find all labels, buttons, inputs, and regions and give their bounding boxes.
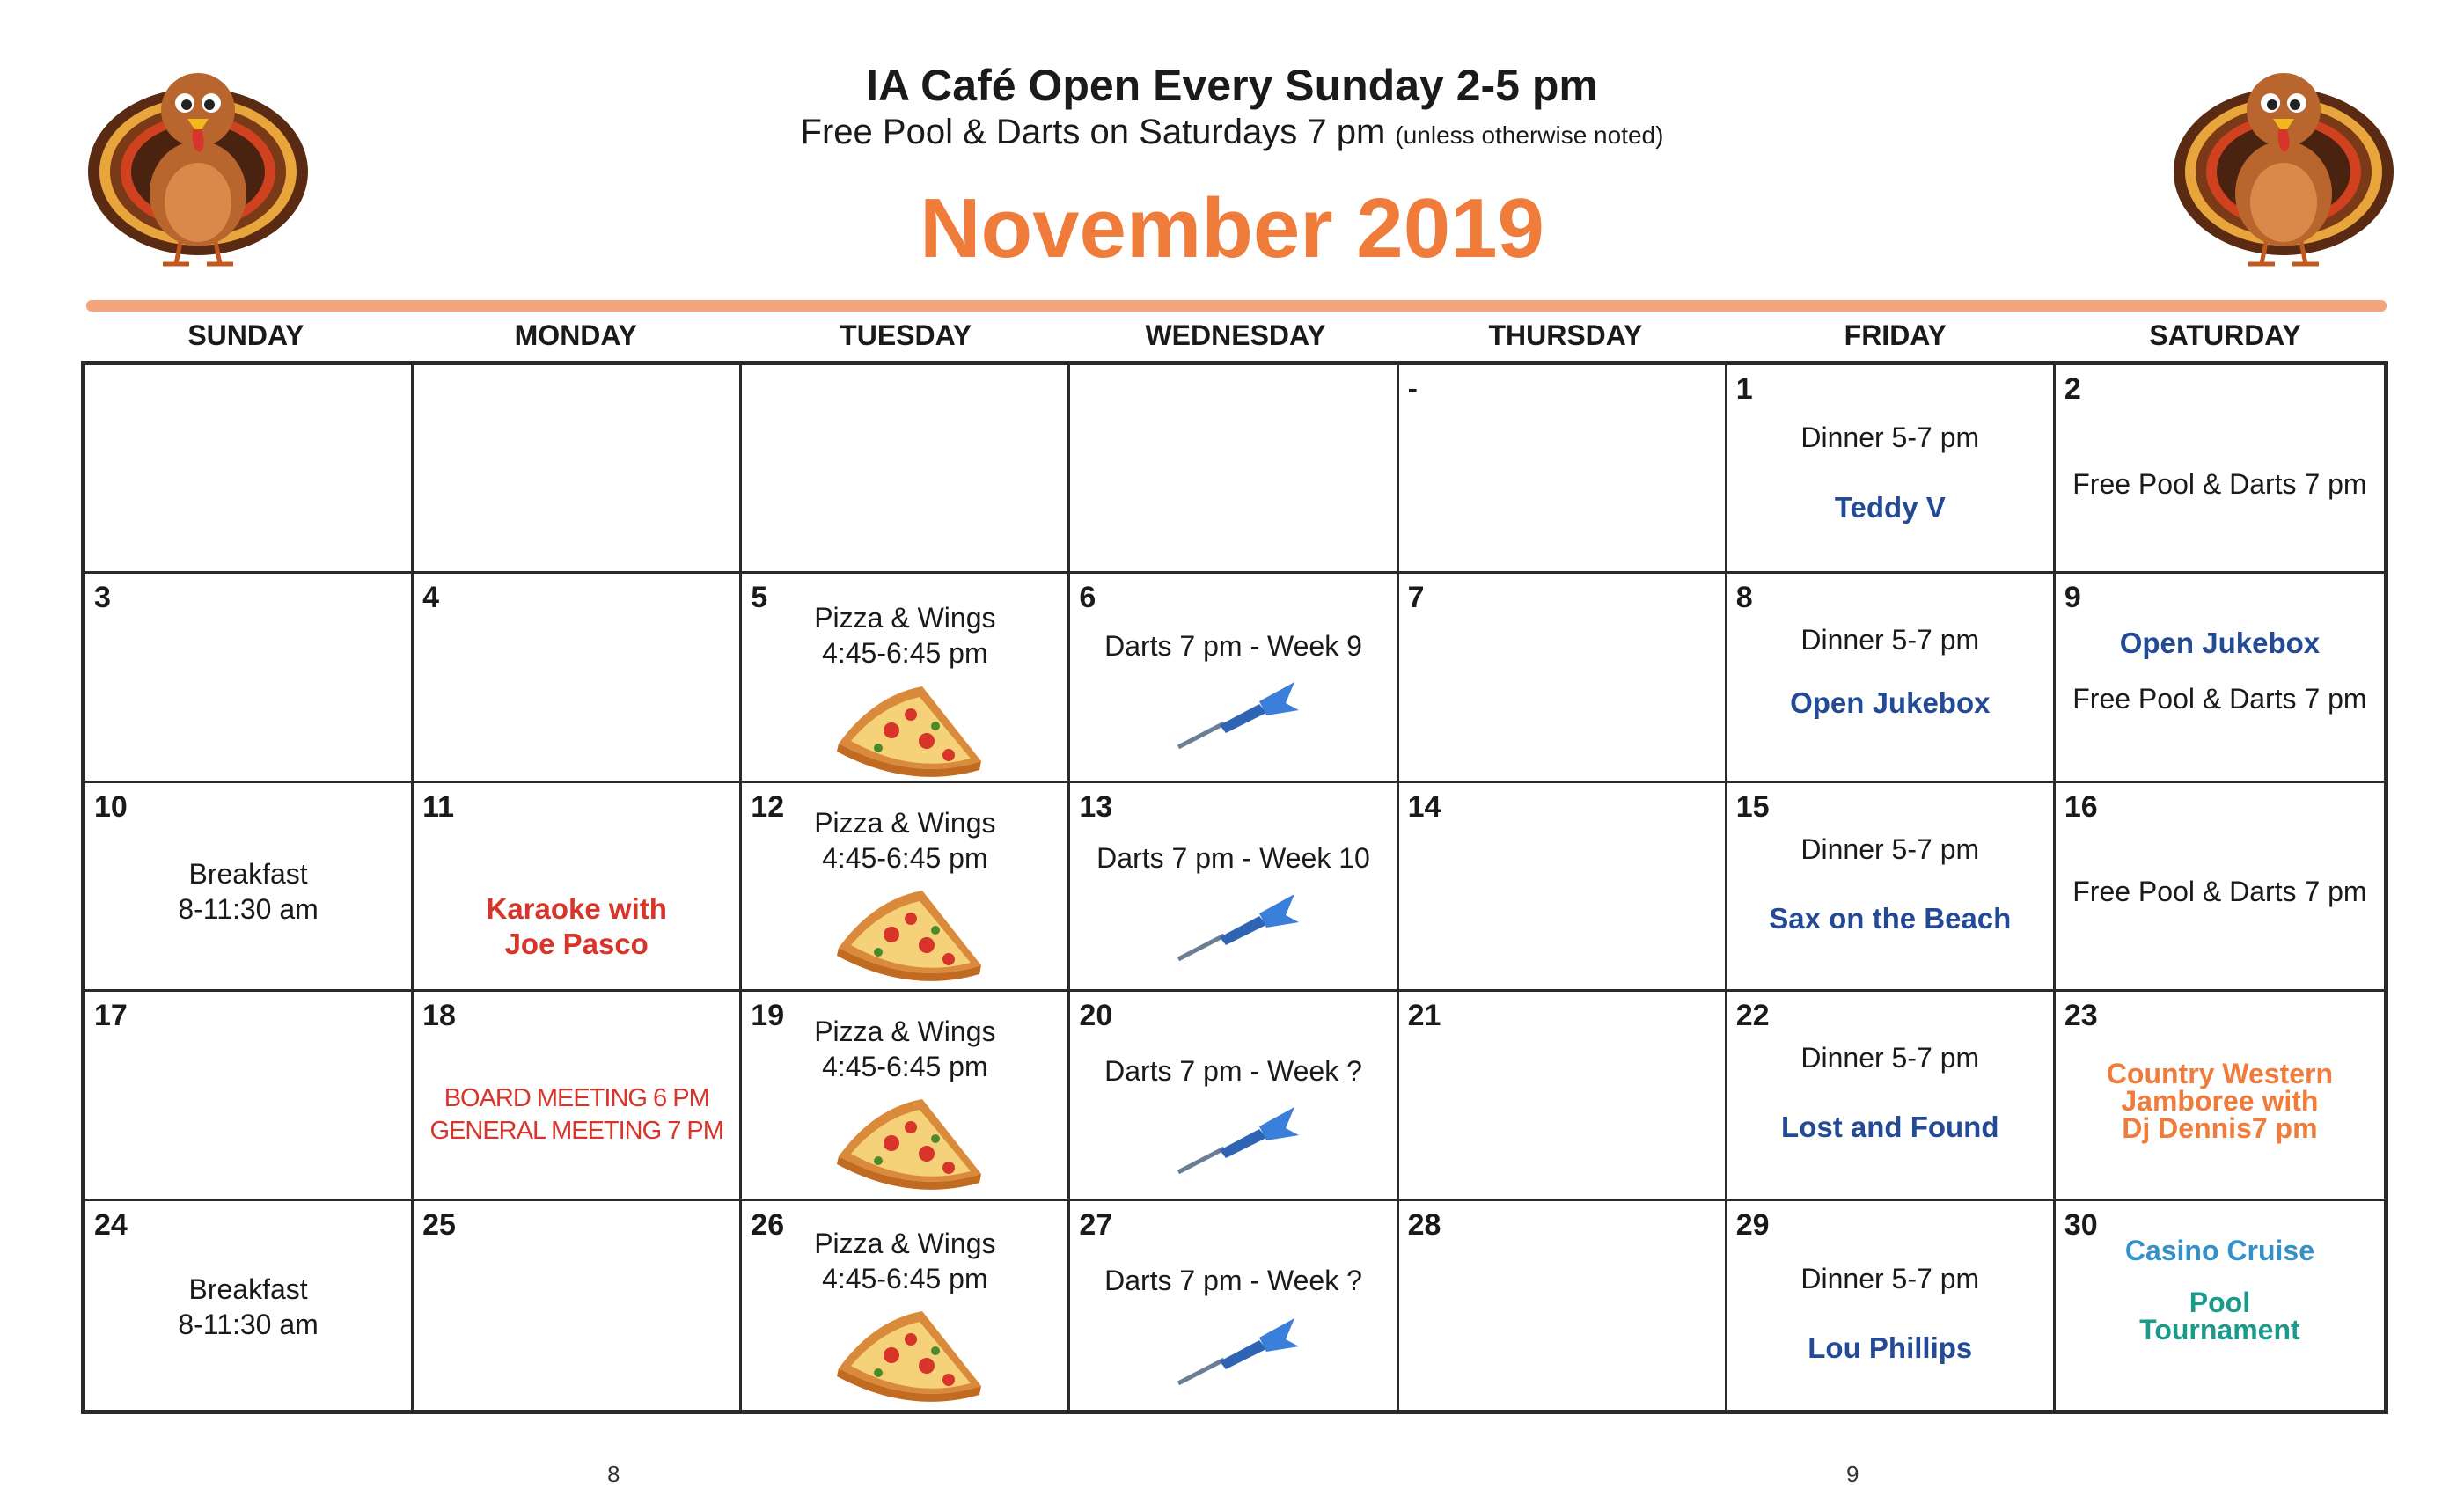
calendar-grid xyxy=(81,361,2388,1414)
event-time: Dj Dennis7 pm xyxy=(2122,1112,2318,1145)
day-number: 4 xyxy=(422,581,440,615)
day-number: 29 xyxy=(1735,1207,1770,1242)
day-number: 8 xyxy=(1735,581,1753,615)
calendar-cell xyxy=(414,365,742,574)
day-number: 1 xyxy=(1735,372,1753,406)
dart-icon xyxy=(1171,1311,1303,1390)
event-text: Darts 7 pm - Week ? xyxy=(1104,1264,1362,1296)
day-number: 25 xyxy=(422,1207,456,1242)
calendar-cell xyxy=(742,365,1070,574)
day-number: 11 xyxy=(422,789,455,824)
event-time: 4:45-6:45 pm xyxy=(822,1051,988,1083)
calendar-cell xyxy=(85,992,414,1200)
calendar-cell xyxy=(1399,574,1727,782)
calendar-cell xyxy=(2056,365,2384,574)
calendar-cell xyxy=(1070,365,1398,574)
event-title: Pizza & Wings xyxy=(814,602,996,634)
day-number: 27 xyxy=(1079,1207,1113,1242)
event-time: Dinner 5-7 pm xyxy=(1800,624,1980,656)
event-time: 4:45-6:45 pm xyxy=(822,637,988,670)
day-of-week-row xyxy=(81,319,2390,359)
dow-thursday: THURSDAY xyxy=(1488,319,1643,351)
calendar-cell xyxy=(1399,992,1727,1200)
month-title: November 2019 xyxy=(920,181,1544,275)
day-number: - xyxy=(1407,372,1418,406)
subtitle-main: Free Pool & Darts on Saturdays 7 pm xyxy=(800,113,1386,151)
event-title: Pool xyxy=(2189,1286,2251,1318)
event-title: Pizza & Wings xyxy=(814,1227,996,1259)
calendar-cell xyxy=(414,783,742,992)
event-title: Sax on the Beach xyxy=(1769,901,2012,935)
header-subtitle xyxy=(528,113,1936,152)
event-title: Teddy V xyxy=(1834,491,1946,524)
day-number: 28 xyxy=(1407,1207,1441,1242)
day-number: 13 xyxy=(1079,789,1113,824)
turkey-icon xyxy=(2169,48,2398,268)
day-number: 24 xyxy=(94,1207,128,1242)
event-title: Casino Cruise xyxy=(2124,1234,2314,1266)
calendar-cell xyxy=(2056,1201,2384,1410)
event-title: Country Western xyxy=(2106,1058,2334,1090)
calendar-cell xyxy=(1727,365,2056,574)
day-number: 15 xyxy=(1735,789,1770,824)
event-text: Darts 7 pm - Week 10 xyxy=(1096,841,1370,874)
calendar-cell xyxy=(85,783,414,992)
event-title: Lou Phillips xyxy=(1808,1331,1973,1364)
calendar-cell xyxy=(742,783,1070,992)
calendar-cell xyxy=(414,1201,742,1410)
pizza-slice-icon xyxy=(830,678,988,783)
day-number: 22 xyxy=(1735,999,1770,1033)
calendar-cell xyxy=(1070,574,1398,782)
dart-icon xyxy=(1171,887,1303,966)
event-title: Breakfast xyxy=(188,857,308,890)
calendar-cell xyxy=(1070,992,1398,1200)
day-number: 14 xyxy=(1407,789,1441,824)
event-time: Dinner 5-7 pm xyxy=(1800,1042,1980,1074)
calendar-cell xyxy=(1727,783,2056,992)
calendar-cell xyxy=(2056,992,2384,1200)
calendar-cell xyxy=(1399,783,1727,992)
day-number: 23 xyxy=(2064,999,2098,1033)
day-number: 6 xyxy=(1079,581,1096,615)
event-title: BOARD MEETING 6 PM xyxy=(444,1084,709,1113)
event-title: Tournament xyxy=(2139,1313,2300,1346)
event-title: Jamboree with xyxy=(2121,1085,2319,1118)
dow-tuesday: TUESDAY xyxy=(840,319,972,351)
day-number: 26 xyxy=(751,1207,785,1242)
day-number: 5 xyxy=(751,581,768,615)
event-text: Free Pool & Darts 7 pm xyxy=(2072,468,2367,500)
day-number: 3 xyxy=(94,581,111,615)
event-time: 8-11:30 am xyxy=(178,892,319,925)
event-time: Dinner 5-7 pm xyxy=(1800,832,1980,865)
page-number-right: 9 xyxy=(1846,1461,1859,1487)
event-time: 4:45-6:45 pm xyxy=(822,1262,988,1294)
dow-monday: MONDAY xyxy=(514,319,637,351)
calendar-cell xyxy=(85,574,414,782)
day-number: 17 xyxy=(94,999,128,1033)
dart-icon xyxy=(1171,675,1303,754)
day-number: 9 xyxy=(2064,581,2081,615)
calendar-cell xyxy=(1727,574,2056,782)
event-time: 8-11:30 am xyxy=(178,1308,319,1340)
event-title: Pizza & Wings xyxy=(814,1016,996,1048)
event-title: GENERAL MEETING 7 PM xyxy=(429,1117,723,1146)
header-title: IA Café Open Every Sunday 2-5 pm xyxy=(866,61,1598,110)
event-text: Darts 7 pm - Week ? xyxy=(1104,1055,1362,1088)
event-title: Open Jukebox xyxy=(1790,686,1991,720)
day-number: 16 xyxy=(2064,789,2098,824)
day-number: 10 xyxy=(94,789,128,824)
day-number: 21 xyxy=(1407,999,1441,1033)
dart-icon xyxy=(1171,1100,1303,1179)
dow-saturday: SATURDAY xyxy=(2149,319,2301,351)
calendar-cell xyxy=(414,574,742,782)
day-number: 30 xyxy=(2064,1207,2098,1242)
divider-rule xyxy=(86,300,2387,312)
subtitle-note: (unless otherwise noted) xyxy=(1395,121,1664,149)
event-title: Karaoke with xyxy=(486,891,667,925)
event-title: Joe Pasco xyxy=(504,927,649,960)
turkey-icon xyxy=(84,48,312,268)
pizza-slice-icon xyxy=(830,882,988,987)
calendar-cell xyxy=(1070,783,1398,992)
event-text: Free Pool & Darts 7 pm xyxy=(2072,683,2367,715)
event-title: Pizza & Wings xyxy=(814,806,996,839)
calendar-cell xyxy=(742,1201,1070,1410)
event-text: Free Pool & Darts 7 pm xyxy=(2072,875,2367,907)
calendar-cell xyxy=(742,992,1070,1200)
day-number: 18 xyxy=(422,999,456,1033)
calendar-cell xyxy=(414,992,742,1200)
calendar-cell xyxy=(1727,1201,2056,1410)
event-title: Breakfast xyxy=(188,1272,308,1305)
day-number: 12 xyxy=(751,789,785,824)
calendar-cell xyxy=(85,1201,414,1410)
pizza-slice-icon xyxy=(830,1090,988,1196)
pizza-slice-icon xyxy=(830,1302,988,1408)
dow-wednesday: WEDNESDAY xyxy=(1145,319,1326,351)
day-number: 7 xyxy=(1407,581,1425,615)
dow-friday: FRIDAY xyxy=(1844,319,1947,351)
calendar-cell xyxy=(1399,1201,1727,1410)
day-number: 20 xyxy=(1079,999,1113,1033)
page-number-left: 8 xyxy=(607,1461,620,1487)
calendar-cell xyxy=(742,574,1070,782)
event-title: Open Jukebox xyxy=(2119,627,2321,660)
calendar-cell xyxy=(85,365,414,574)
day-number: 2 xyxy=(2064,372,2081,406)
calendar-cell xyxy=(1070,1201,1398,1410)
calendar-cell xyxy=(2056,574,2384,782)
event-text: Darts 7 pm - Week 9 xyxy=(1104,630,1362,663)
event-title: Lost and Found xyxy=(1781,1111,1999,1144)
calendar-cell xyxy=(1399,365,1727,574)
calendar-cell xyxy=(2056,783,2384,992)
day-number: 19 xyxy=(751,999,785,1033)
event-time: Dinner 5-7 pm xyxy=(1800,422,1980,453)
dow-sunday: SUNDAY xyxy=(187,319,304,351)
calendar-cell xyxy=(1727,992,2056,1200)
event-time: 4:45-6:45 pm xyxy=(822,841,988,874)
event-time: Dinner 5-7 pm xyxy=(1800,1262,1980,1294)
